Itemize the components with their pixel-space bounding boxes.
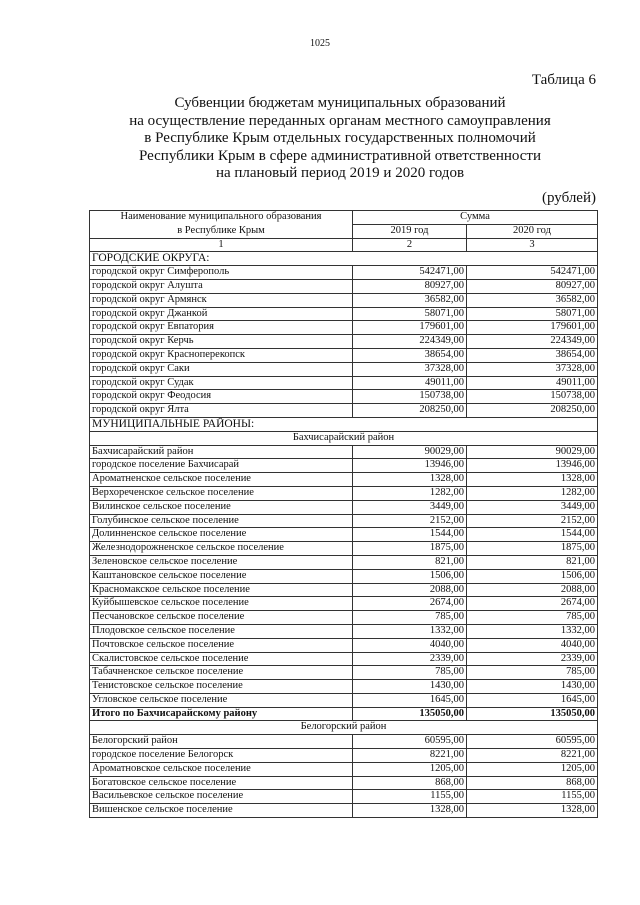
header-year-2020: 2020 год (467, 224, 598, 238)
value-2019: 785,00 (353, 666, 467, 680)
table-row (90, 266, 598, 280)
value-2019: 36582,00 (353, 293, 467, 307)
row-name: городской округ Судак (90, 376, 353, 390)
value-2019: 80927,00 (353, 279, 467, 293)
row-name: Ароматновское сельское поселение (90, 762, 353, 776)
table-row (90, 335, 598, 349)
table-row (90, 790, 598, 804)
value-2020: 1328,00 (467, 473, 598, 487)
table-row (90, 638, 598, 652)
table-row (90, 707, 598, 721)
table-row (90, 542, 598, 556)
value-2020: 8221,00 (467, 749, 598, 763)
table-row (90, 362, 598, 376)
value-2019: 2674,00 (353, 597, 467, 611)
value-2020: 58071,00 (467, 307, 598, 321)
table-row (90, 680, 598, 694)
value-2020: 37328,00 (467, 362, 598, 376)
value-2020: 90029,00 (467, 445, 598, 459)
column-number-row (90, 238, 598, 252)
table-row (90, 486, 598, 500)
table-row (90, 528, 598, 542)
row-name: городское поселение Белогорск (90, 749, 353, 763)
row-name: Красномакское сельское поселение (90, 583, 353, 597)
value-2019: 785,00 (353, 611, 467, 625)
table-row (90, 500, 598, 514)
column-number: 1 (90, 238, 353, 252)
row-name: городской округ Ялта (90, 404, 353, 418)
document-title (80, 95, 600, 183)
value-2020: 38654,00 (467, 348, 598, 362)
value-2019: 37328,00 (353, 362, 467, 376)
column-number: 3 (467, 238, 598, 252)
title-line: в Республике Крым отдельных государственных полномочий (144, 130, 536, 147)
section-row (90, 431, 598, 445)
table-row (90, 293, 598, 307)
row-name: городской округ Евпатория (90, 321, 353, 335)
row-name: городской округ Красноперекопск (90, 348, 353, 362)
table-row (90, 514, 598, 528)
value-2019: 60595,00 (353, 735, 467, 749)
table-label: Таблица 6 (531, 72, 596, 88)
row-name: городское поселение Бахчисарай (90, 459, 353, 473)
table-row (90, 459, 598, 473)
table-row (90, 749, 598, 763)
column-number: 2 (353, 238, 467, 252)
row-name: Песчановское сельское поселение (90, 611, 353, 625)
value-2019: 179601,00 (353, 321, 467, 335)
row-name: городской округ Армянск (90, 293, 353, 307)
value-2020: 1875,00 (467, 542, 598, 556)
page-number: 1025 (310, 38, 330, 49)
row-name: Тенистовское сельское поселение (90, 680, 353, 694)
section-row (90, 252, 598, 266)
value-2020: 1332,00 (467, 624, 598, 638)
row-name: Верхореченское сельское поселение (90, 486, 353, 500)
value-2019: 208250,00 (353, 404, 467, 418)
row-name: городской округ Керчь (90, 335, 353, 349)
value-2020: 1155,00 (467, 790, 598, 804)
table-row (90, 735, 598, 749)
value-2019: 1645,00 (353, 693, 467, 707)
table-row (90, 555, 598, 569)
value-2019: 90029,00 (353, 445, 467, 459)
value-2019: 1205,00 (353, 762, 467, 776)
table-row (90, 624, 598, 638)
row-name: городской округ Саки (90, 362, 353, 376)
value-2020: 1205,00 (467, 762, 598, 776)
row-name: городской округ Алушта (90, 279, 353, 293)
row-name: Вишенское сельское поселение (90, 804, 353, 818)
row-name: Почтовское сельское поселение (90, 638, 353, 652)
value-2020: 1506,00 (467, 569, 598, 583)
subventions-table (89, 210, 598, 818)
table-row (90, 279, 598, 293)
value-2020: 785,00 (467, 611, 598, 625)
value-2019: 868,00 (353, 776, 467, 790)
value-2019: 58071,00 (353, 307, 467, 321)
value-2020: 60595,00 (467, 735, 598, 749)
value-2019: 1332,00 (353, 624, 467, 638)
table-row (90, 569, 598, 583)
table-row (90, 666, 598, 680)
value-2020: 36582,00 (467, 293, 598, 307)
value-2020: 868,00 (467, 776, 598, 790)
title-line: Субвенции бюджетам муниципальных образований (174, 95, 506, 111)
row-name: Вилинское сельское поселение (90, 500, 353, 514)
value-2020: 1645,00 (467, 693, 598, 707)
row-name: Богатовское сельское поселение (90, 776, 353, 790)
district-heading-bakhchisaray: Бахчисарайский район (90, 431, 598, 445)
table-row (90, 804, 598, 818)
table-row (90, 404, 598, 418)
value-2019: 3449,00 (353, 500, 467, 514)
row-name: городской округ Джанкой (90, 307, 353, 321)
row-name: Скалистовское сельское поселение (90, 652, 353, 666)
header-sum: Сумма (353, 211, 598, 225)
units-label: (рублей) (541, 190, 596, 206)
row-name: Бахчисарайский район (90, 445, 353, 459)
value-2019: 1430,00 (353, 680, 467, 694)
value-2019: 2088,00 (353, 583, 467, 597)
table-row (90, 307, 598, 321)
row-name: Итого по Бахчисарайскому району (90, 707, 353, 721)
value-2019: 1506,00 (353, 569, 467, 583)
value-2019: 4040,00 (353, 638, 467, 652)
row-name: Куйбышевское сельское поселение (90, 597, 353, 611)
value-2020: 49011,00 (467, 376, 598, 390)
value-2019: 1282,00 (353, 486, 467, 500)
row-name: Голубинское сельское поселение (90, 514, 353, 528)
value-2020: 224349,00 (467, 335, 598, 349)
value-2019: 2339,00 (353, 652, 467, 666)
row-name: Зеленовское сельское поселение (90, 555, 353, 569)
title-line: на осуществление переданных органам местного самоуправления (129, 112, 551, 129)
value-2019: 38654,00 (353, 348, 467, 362)
value-2020: 2088,00 (467, 583, 598, 597)
header-row (90, 224, 598, 238)
row-name: Табачненское сельское поселение (90, 666, 353, 680)
value-2019: 150738,00 (353, 390, 467, 404)
table-row (90, 693, 598, 707)
row-name: Ароматненское сельское поселение (90, 473, 353, 487)
section-row (90, 417, 598, 431)
table-row (90, 597, 598, 611)
value-2020: 2152,00 (467, 514, 598, 528)
title-line: Республики Крым в сфере административной ответственности (138, 147, 542, 164)
value-2020: 785,00 (467, 666, 598, 680)
value-2019: 13946,00 (353, 459, 467, 473)
value-2019: 135050,00 (353, 707, 467, 721)
value-2019: 1328,00 (353, 473, 467, 487)
value-2019: 49011,00 (353, 376, 467, 390)
table-row (90, 390, 598, 404)
table-row (90, 776, 598, 790)
value-2019: 8221,00 (353, 749, 467, 763)
row-name: Железнодорожненское сельское поселение (90, 542, 353, 556)
value-2020: 13946,00 (467, 459, 598, 473)
header-name-line2: в Республике Крым (90, 224, 353, 238)
value-2019: 2152,00 (353, 514, 467, 528)
table-row (90, 611, 598, 625)
value-2020: 1282,00 (467, 486, 598, 500)
row-name: Каштановское сельское поселение (90, 569, 353, 583)
section-row (90, 721, 598, 735)
section-municipal-districts: МУНИЦИПАЛЬНЫЕ РАЙОНЫ: (90, 417, 598, 431)
value-2019: 1328,00 (353, 804, 467, 818)
value-2020: 150738,00 (467, 390, 598, 404)
value-2019: 821,00 (353, 555, 467, 569)
header-row (90, 211, 598, 225)
value-2019: 1875,00 (353, 542, 467, 556)
value-2019: 224349,00 (353, 335, 467, 349)
value-2020: 2339,00 (467, 652, 598, 666)
value-2020: 3449,00 (467, 500, 598, 514)
value-2020: 1544,00 (467, 528, 598, 542)
value-2020: 1328,00 (467, 804, 598, 818)
header-year-2019: 2019 год (353, 224, 467, 238)
value-2020: 4040,00 (467, 638, 598, 652)
row-name: городской округ Феодосия (90, 390, 353, 404)
row-name: Долинненское сельское поселение (90, 528, 353, 542)
value-2020: 1430,00 (467, 680, 598, 694)
row-name: Белогорский район (90, 735, 353, 749)
value-2019: 1544,00 (353, 528, 467, 542)
table-row (90, 445, 598, 459)
value-2020: 80927,00 (467, 279, 598, 293)
value-2020: 2674,00 (467, 597, 598, 611)
header-name-line1: Наименование муниципального образования (90, 211, 353, 225)
table-row (90, 583, 598, 597)
value-2020: 821,00 (467, 555, 598, 569)
title-line: на плановый период 2019 и 2020 годов (215, 165, 465, 182)
value-2020: 179601,00 (467, 321, 598, 335)
table-row (90, 376, 598, 390)
table-row (90, 652, 598, 666)
value-2019: 542471,00 (353, 266, 467, 280)
value-2020: 542471,00 (467, 266, 598, 280)
table-row (90, 321, 598, 335)
value-2020: 208250,00 (467, 404, 598, 418)
value-2020: 135050,00 (467, 707, 598, 721)
row-name: городской округ Симферополь (90, 266, 353, 280)
row-name: Васильевское сельское поселение (90, 790, 353, 804)
value-2019: 1155,00 (353, 790, 467, 804)
table-row (90, 348, 598, 362)
table-row (90, 762, 598, 776)
row-name: Угловское сельское поселение (90, 693, 353, 707)
district-heading-belogorsk: Белогорский район (90, 721, 598, 735)
section-city-districts: ГОРОДСКИЕ ОКРУГА: (90, 252, 598, 266)
table-row (90, 473, 598, 487)
row-name: Плодовское сельское поселение (90, 624, 353, 638)
